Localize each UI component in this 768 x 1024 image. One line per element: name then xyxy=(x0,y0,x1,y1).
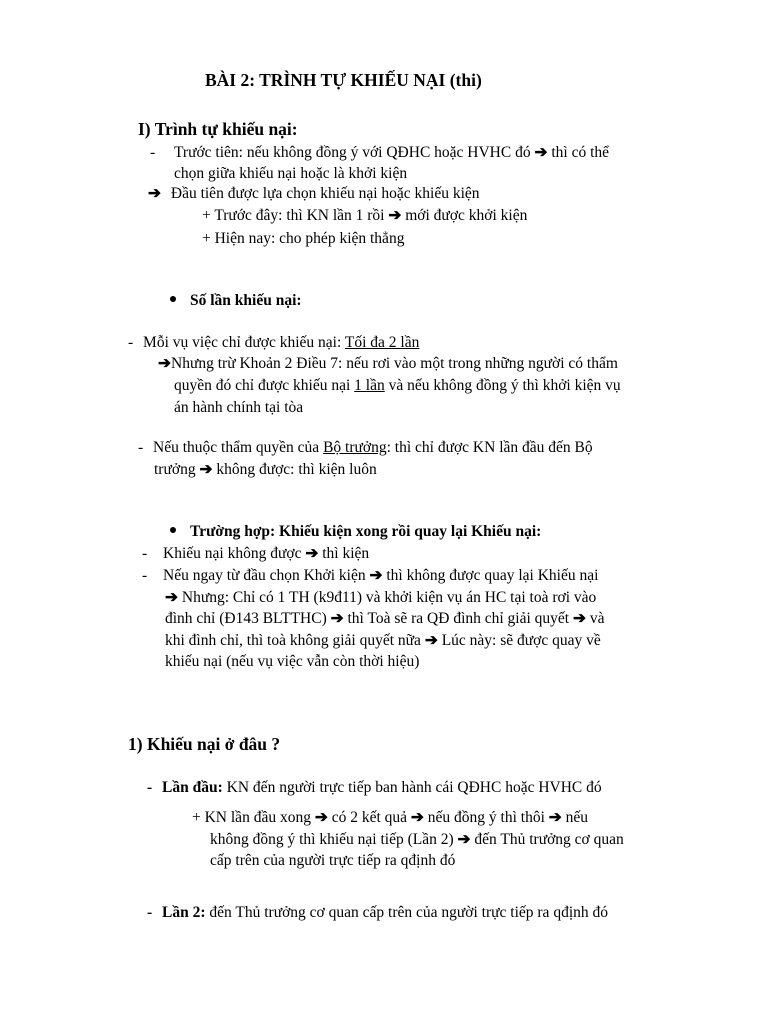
text: Nhưng: Chỉ có 1 TH (k9đ11) và khởi kiện vụ án HC tại toà rơi vào xyxy=(181,589,597,606)
arrow-right-icon: ➔ xyxy=(388,207,402,224)
text: Đầu tiên được lựa chọn khiếu nại hoặc khiếu kiện xyxy=(170,185,480,202)
page-title: BÀI 2: TRÌNH TỰ KHIẾU NẠI (thi) xyxy=(205,70,482,90)
text: nếu đồng ý thì thôi xyxy=(427,809,545,826)
list-item xyxy=(150,142,155,164)
text: KN đến người trực tiếp ban hành cái QĐHC hoặc HVHC đó xyxy=(222,779,602,796)
arrow-right-icon: ➔ xyxy=(572,610,586,627)
underlined-text: Bộ trưởng xyxy=(323,439,387,456)
text: đến Thủ trưởng cơ quan cấp trên của người trực tiếp ra qđịnh đó xyxy=(205,904,608,921)
text-line xyxy=(158,353,618,375)
text-line xyxy=(165,608,605,630)
text-line: cấp trên của người trực tiếp ra qđịnh đó xyxy=(210,852,456,869)
text: có 2 kết quả xyxy=(331,809,408,826)
text: Trước tiên: nếu không đồng ý với QĐHC hoặc HVHC đó xyxy=(174,144,531,161)
text: quyền đó chỉ được khiếu nại xyxy=(174,377,355,394)
arrow-right-icon: ➔ xyxy=(369,567,383,584)
arrow-right-icon: ➔ xyxy=(410,809,424,826)
text: khi đình chỉ, thì toà không giải quyết nữa xyxy=(165,632,421,649)
text: Trường hợp: Khiếu kiện xong rồi quay lại Khiếu nại: xyxy=(190,523,542,540)
arrow-right-icon: ➔ xyxy=(305,545,319,562)
text: Nhưng trừ Khoản 2 Điều 7: nếu rơi vào một trong những người có thẩm xyxy=(171,355,618,372)
list-item xyxy=(142,565,598,587)
text: và nếu không đồng ý thì khởi kiện vụ xyxy=(384,377,621,394)
text: nếu xyxy=(565,809,589,826)
arrow-right-icon: ➔ xyxy=(548,809,562,826)
dash-marker: - xyxy=(138,439,144,456)
arrow-right-icon: ➔ xyxy=(158,355,171,372)
text: không đồng ý thì khiếu nại tiếp (Lần 2) xyxy=(210,831,454,848)
text: đến Thủ trưởng cơ quan xyxy=(474,831,624,848)
text: thì có thể xyxy=(551,144,610,161)
section-heading-khieu-nai-o-dau: 1) Khiếu nại ở đâu ? xyxy=(128,734,281,754)
text: + KN lần đầu xong xyxy=(192,809,311,826)
bullet-heading xyxy=(170,521,541,543)
text-line xyxy=(202,205,527,227)
label: Lần đầu: xyxy=(162,779,223,796)
dash-marker: - xyxy=(128,334,134,351)
arrow-right-icon: ➔ xyxy=(148,185,161,202)
text: thì kiện xyxy=(322,545,370,562)
text: Số lần khiếu nại: xyxy=(190,292,302,309)
text-line xyxy=(192,807,588,829)
list-item xyxy=(142,543,369,565)
dash-marker: - xyxy=(147,904,153,921)
arrow-right-icon: ➔ xyxy=(534,144,548,161)
arrow-right-icon: ➔ xyxy=(457,831,471,848)
text: Nếu ngay từ đầu chọn Khởi kiện xyxy=(163,567,366,584)
underlined-text: 1 lần xyxy=(354,377,385,394)
list-item xyxy=(128,332,419,354)
text-line xyxy=(174,375,621,397)
arrow-right-icon: ➔ xyxy=(314,809,328,826)
text: mới được khởi kiện xyxy=(405,207,528,224)
list-item xyxy=(147,777,602,799)
text-line: + Hiện nay: cho phép kiện thẳng xyxy=(202,230,405,247)
text: Lúc này: sẽ được quay về xyxy=(441,632,601,649)
bullet-heading xyxy=(170,290,302,312)
text-line: khiếu nại (nếu vụ việc vẫn còn thời hiệu) xyxy=(165,653,420,670)
arrow-right-icon: ➔ xyxy=(165,589,178,606)
arrow-right-icon: ➔ xyxy=(424,632,438,649)
text: và xyxy=(589,610,605,627)
dash-marker: - xyxy=(147,779,153,796)
text-line xyxy=(210,829,624,851)
text: không được: thì kiện luôn xyxy=(216,461,377,478)
text-line: án hành chính tại tòa xyxy=(174,399,304,416)
underlined-text: Tối đa 2 lần xyxy=(344,334,420,351)
list-item xyxy=(147,902,608,924)
dash-marker: - xyxy=(150,144,156,161)
dash-marker: - xyxy=(142,567,148,584)
text: thì không được quay lại Khiếu nại xyxy=(386,567,599,584)
text: Mỗi vụ việc chỉ được khiếu nại: xyxy=(143,334,345,351)
list-item xyxy=(174,142,609,164)
bullet-icon xyxy=(170,296,176,302)
text-line xyxy=(165,587,596,609)
text: trưởng xyxy=(154,461,196,478)
label: Lần 2: xyxy=(162,904,206,921)
text: thì Toà sẽ ra QĐ đình chỉ giải quyết xyxy=(347,610,570,627)
list-item xyxy=(138,437,593,459)
arrow-right-icon: ➔ xyxy=(199,461,213,478)
text-line xyxy=(165,630,601,652)
list-item xyxy=(148,183,480,205)
text-line: chọn giữa khiếu nại hoặc là khởi kiện xyxy=(174,165,408,182)
text: Khiếu nại không được xyxy=(163,545,302,562)
arrow-right-icon: ➔ xyxy=(330,610,344,627)
text-line xyxy=(154,459,377,481)
bullet-icon xyxy=(170,527,176,533)
text: Nếu thuộc thẩm quyền của xyxy=(153,439,324,456)
dash-marker: - xyxy=(142,545,148,562)
text: : thì chỉ được KN lần đầu đến Bộ xyxy=(386,439,593,456)
text: + Trước đây: thì KN lần 1 rồi xyxy=(202,207,385,224)
section-heading-trinh-tu: I) Trình tự khiếu nại: xyxy=(138,119,298,139)
text: đình chỉ (Đ143 BLTTHC) xyxy=(165,610,327,627)
